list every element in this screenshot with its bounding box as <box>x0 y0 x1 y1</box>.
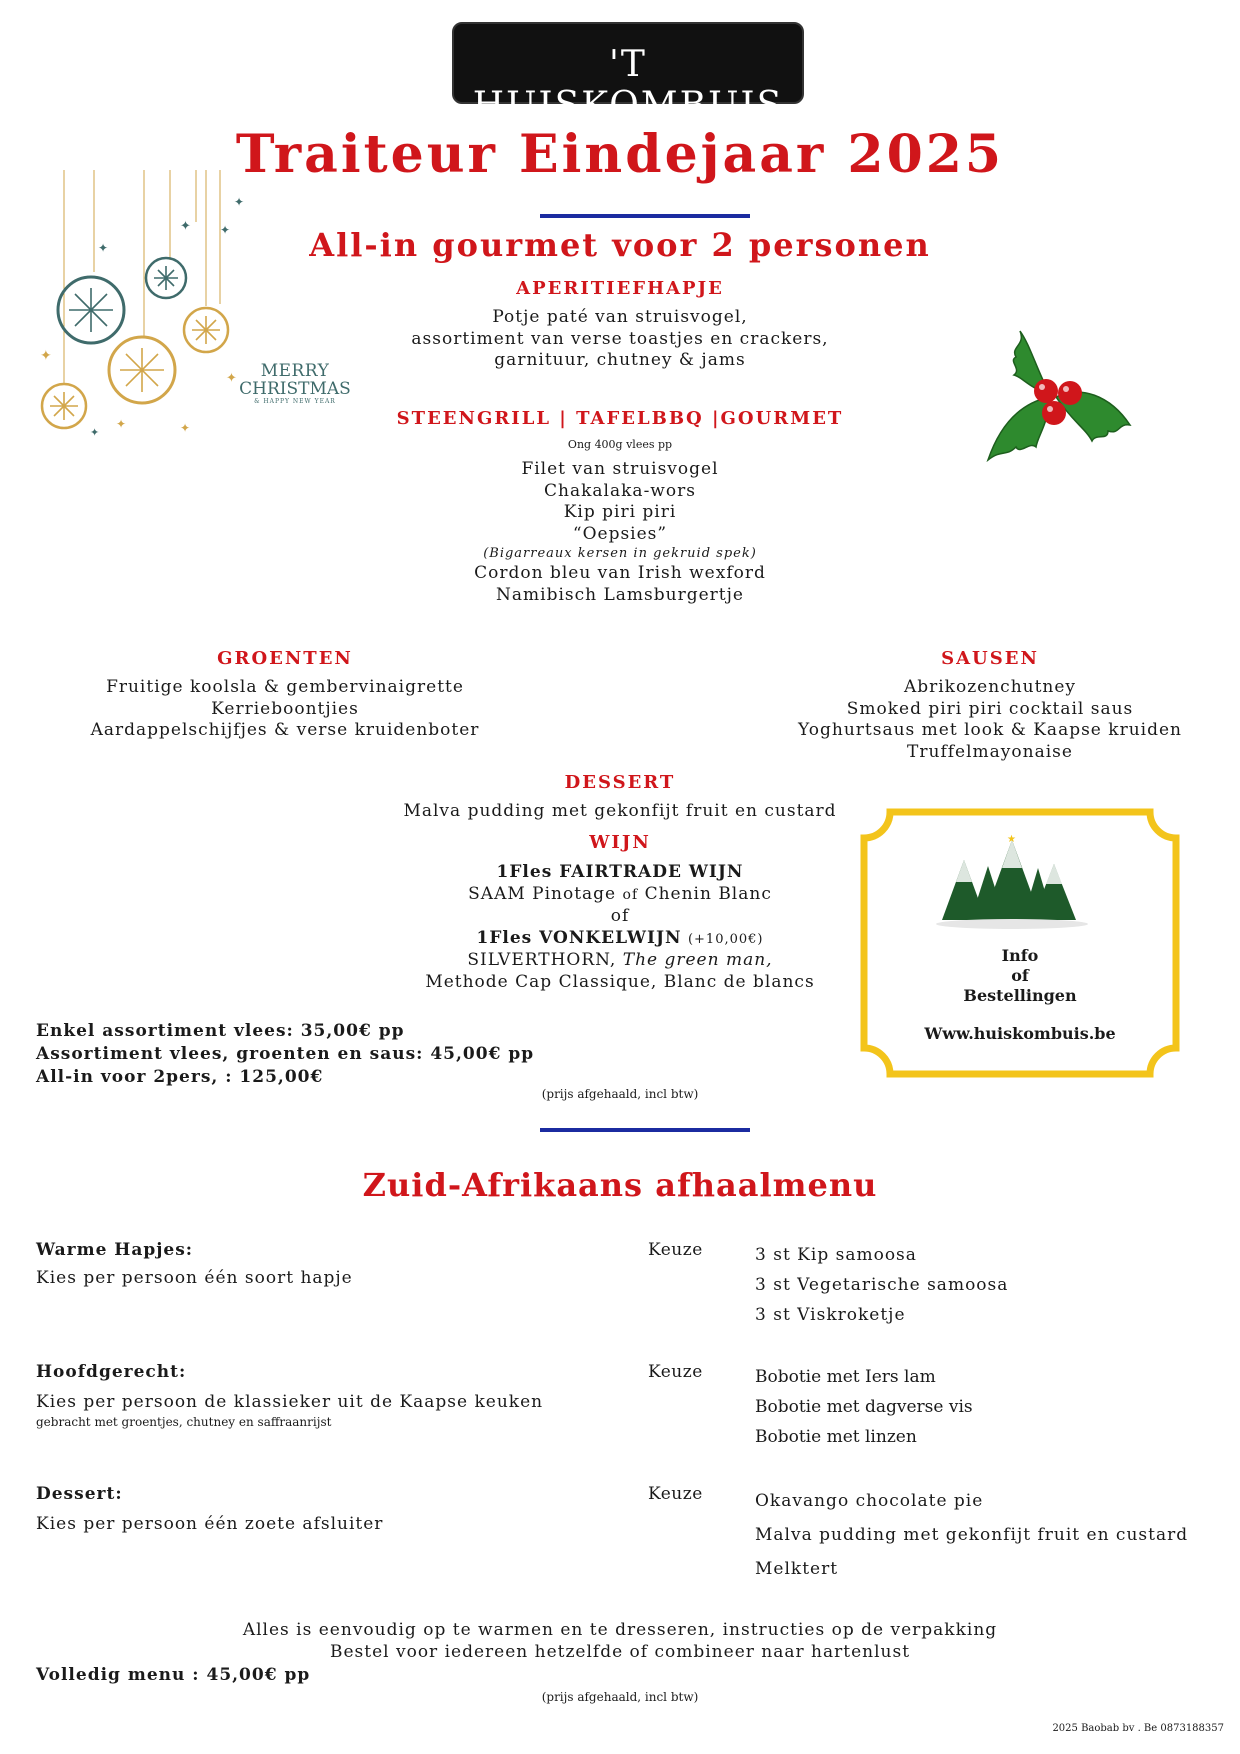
list-item: Kerrieboontjies <box>211 698 359 719</box>
block-label-warme-hapjes: Warme Hapjes: <box>36 1240 194 1260</box>
options-hoofdgerecht <box>755 1362 973 1452</box>
list-item: assortiment van verse toastjes en crackers, <box>411 328 829 349</box>
wine-2-italic: The green man, <box>622 950 773 970</box>
wine-1-grape-2: Chenin Blanc <box>644 883 772 904</box>
section-title-gourmet: All-in gourmet voor 2 personen <box>309 226 931 264</box>
wine-1-of: of <box>622 886 639 903</box>
keuze-label: Keuze <box>648 1362 703 1382</box>
divider <box>540 1128 750 1132</box>
option-item: Malva pudding met gekonfijt fruit en custard <box>755 1525 1189 1545</box>
options-dessert <box>755 1484 1188 1586</box>
list-item: Kip piri piri <box>563 502 677 522</box>
heading-dessert: DESSERT <box>564 772 676 793</box>
block-sub: gebracht met groentjes, chutney en saffraanrijst <box>36 1415 332 1429</box>
svg-text:✦: ✦ <box>98 241 109 255</box>
wine-2-extra: (+10,00€) <box>687 931 764 947</box>
list-item: Namibisch Lamsburgertje <box>496 584 744 605</box>
info-line-2: of <box>1011 966 1029 985</box>
block-label-dessert: Dessert: <box>36 1484 123 1504</box>
wine-2: 1Fles VONKELWIJN <box>476 927 682 948</box>
option-item: Bobotie met Iers lam <box>755 1367 936 1387</box>
info-text <box>860 946 1180 1044</box>
list-item: Filet van struisvogel <box>521 459 719 479</box>
divider <box>540 214 750 218</box>
list-item-note: (Bigarreaux kersen in gekruid spek) <box>483 546 757 561</box>
copyright: 2025 Baobab bv . Be 0873188357 <box>1052 1723 1224 1734</box>
svg-text:✦: ✦ <box>234 195 245 209</box>
price-item: Assortiment vlees, groenten en saus: 45,00€ pp <box>36 1044 535 1064</box>
option-item: Bobotie met dagverse vis <box>755 1397 973 1417</box>
list-item: Smoked piri piri cocktail saus <box>846 698 1134 719</box>
svg-text:✦: ✦ <box>226 371 237 386</box>
wine-2-detail-2: Methode Cap Classique, Blanc de blancs <box>425 971 815 992</box>
option-item: 3 st Vegetarische samoosa <box>755 1275 1009 1295</box>
list-item: garnituur, chutney & jams <box>494 350 746 370</box>
aperitief-list <box>0 307 1240 372</box>
heading-aperitief: APERITIEFHAPJE <box>516 278 724 299</box>
svg-text:✦: ✦ <box>180 219 191 234</box>
price-list <box>36 1020 534 1089</box>
options-warme-hapjes <box>755 1240 1008 1330</box>
merry-line2: CHRISTMAS <box>239 379 351 399</box>
option-item: Melktert <box>755 1559 839 1579</box>
heading-wijn: WIJN <box>589 832 651 853</box>
option-item: Bobotie met linzen <box>755 1427 917 1447</box>
merry-line1: MERRY <box>260 361 330 381</box>
list-item: Fruitige koolsla & gembervinaigrette <box>106 677 464 697</box>
heading-sausen: SAUSEN <box>941 648 1039 669</box>
merry-line3: & HAPPY NEW YEAR <box>254 398 336 405</box>
wine-1-grape: SAAM Pinotage <box>468 883 617 904</box>
list-item: “Oepsies” <box>572 523 668 544</box>
steengrill-note: Ong 400g vlees pp <box>567 438 673 451</box>
list-item: Yoghurtsaus met look & Kaapse kruiden <box>798 720 1182 740</box>
info-box <box>860 808 1180 1078</box>
list-item: Abrikozenchutney <box>903 677 1077 697</box>
wine-2-name: SILVERTHORN, <box>467 950 617 970</box>
list-item: Truffelmayonaise <box>907 741 1073 762</box>
svg-text:★: ★ <box>1007 834 1016 845</box>
price-item: All-in voor 2pers, : 125,00€ <box>36 1067 324 1087</box>
footer-notes <box>0 1620 1240 1663</box>
block-label-hoofdgerecht: Hoofdgerecht: <box>36 1362 187 1382</box>
dessert-line: Malva pudding met gekonfijt fruit en custard <box>403 801 837 821</box>
logo-text: 'T HUISKOMBUIS <box>472 44 784 126</box>
list-item: Potje paté van struisvogel, <box>492 307 748 327</box>
section-title-afhaalmenu: Zuid-Afrikaans afhaalmenu <box>362 1166 878 1204</box>
svg-text:✦: ✦ <box>220 223 231 237</box>
block-desc: Kies per persoon één zoete afsluiter <box>36 1514 384 1534</box>
price-item: Enkel assortiment vlees: 35,00€ pp <box>36 1021 405 1041</box>
svg-text:✦: ✦ <box>90 426 100 439</box>
groenten-list <box>80 677 490 742</box>
steengrill-list <box>0 459 1240 606</box>
logo <box>452 22 804 126</box>
wine-1: 1Fles FAIRTRADE WIJN <box>496 862 744 882</box>
sausen-list <box>780 677 1200 763</box>
footer-line-1: Alles is eenvoudig op te warmen en te dresseren, instructies op de verpakking <box>242 1620 998 1640</box>
price-note: (prijs afgehaald, incl btw) <box>541 1087 699 1101</box>
list-item: Aardappelschijfjes & verse kruidenboter <box>90 720 480 740</box>
option-item: 3 st Viskroketje <box>755 1305 906 1325</box>
svg-text:✦: ✦ <box>116 417 127 431</box>
volledig-menu-price: Volledig menu : 45,00€ pp <box>36 1665 311 1685</box>
info-line-1: Info <box>1001 946 1039 965</box>
block-desc: Kies per persoon één soort hapje <box>36 1268 353 1288</box>
list-item: Cordon bleu van Irish wexford <box>474 563 766 583</box>
info-url-link[interactable]: Www.huiskombuis.be <box>924 1024 1116 1043</box>
footer-line-2: Bestel voor iedereen hetzelfde of combineer naar hartenlust <box>329 1641 911 1662</box>
christmas-trees-icon <box>934 830 1094 930</box>
wine-or: of <box>610 906 630 926</box>
option-item: 3 st Kip samoosa <box>755 1245 917 1265</box>
info-line-3: Bestellingen <box>963 986 1077 1005</box>
price-note-2: (prijs afgehaald, incl btw) <box>541 1690 699 1704</box>
svg-text:✦: ✦ <box>40 348 52 364</box>
option-item: Okavango chocolate pie <box>755 1491 984 1511</box>
list-item: Chakalaka-wors <box>544 480 696 501</box>
keuze-label: Keuze <box>648 1240 703 1260</box>
page-title: Traiteur Eindejaar 2025 <box>235 124 1005 185</box>
keuze-label: Keuze <box>648 1484 703 1504</box>
svg-text:✦: ✦ <box>180 421 191 435</box>
heading-steengrill: STEENGRILL | TAFELBBQ |GOURMET <box>396 408 844 429</box>
heading-groenten: GROENTEN <box>217 648 353 669</box>
block-desc: Kies per persoon de klassieker uit de Kaapse keuken <box>36 1392 544 1412</box>
